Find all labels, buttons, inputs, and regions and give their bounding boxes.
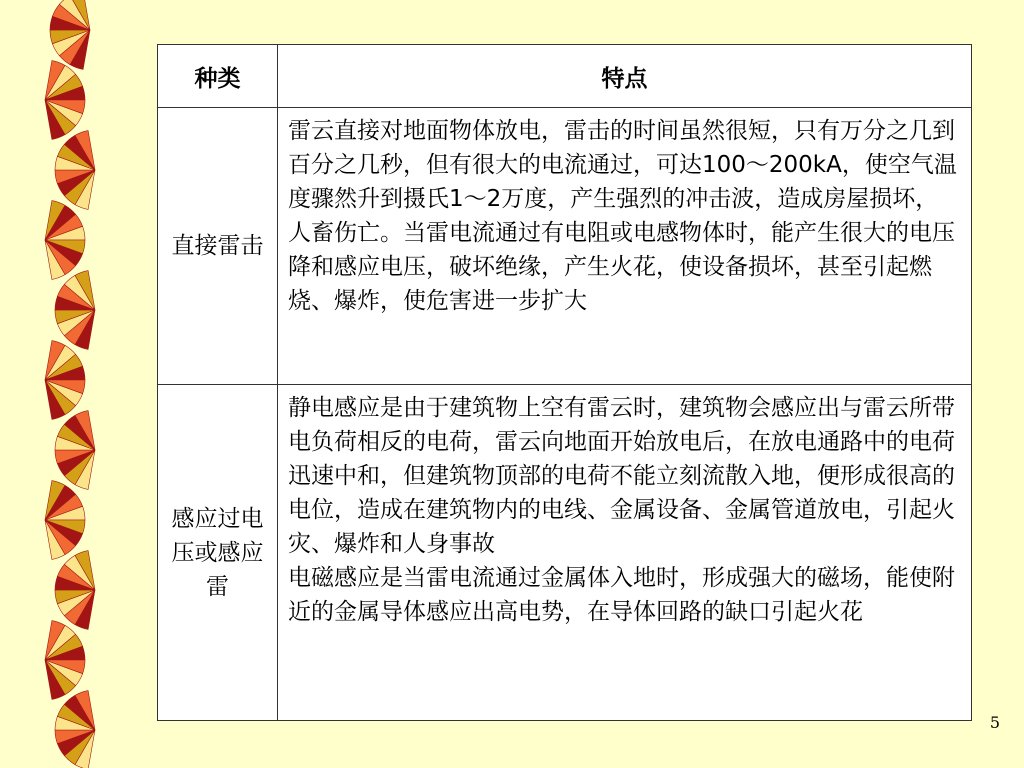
fan-ornament — [55, 691, 95, 768]
row-type-direct-strike: 直接雷击 — [158, 108, 278, 385]
fan-ornament — [55, 271, 95, 350]
feature-paragraph-electromagnetic: 电磁感应是当雷电流通过金属体入地时，形成强大的磁场，能使附近的金属导体感应出高电势，在导体回路的缺口引起火花 — [288, 565, 955, 625]
fan-ornament — [45, 481, 85, 560]
header-features: 特点 — [278, 45, 972, 108]
fan-ornament — [45, 201, 85, 280]
fan-ornament — [55, 551, 95, 630]
table-row — [158, 385, 972, 721]
feature-paragraph: 雷云直接对地面物体放电，雷击的时间虽然很短，只有万分之几到百分之几秒，但有很大的电流通过，可达100～200kA，使空气温度骤然升到摄氏1～2万度，产生强烈的冲击波，造成房屋损坏，人畜伤亡。当雷电流通过有电阻或电感物体时，能产生很大的电压降和感应电压，破坏绝缘，产生火花，使设备损坏，甚至引起燃烧、爆炸，使危害进一步扩大 — [288, 118, 957, 314]
fan-ornament — [50, 0, 90, 69]
fan-ornament — [55, 411, 95, 490]
table-header-row — [158, 45, 972, 108]
row-features-direct-strike — [278, 108, 972, 385]
fan-ornament — [45, 341, 85, 420]
fan-border-decoration — [0, 0, 140, 768]
feature-paragraph-electrostatic: 静电感应是由于建筑物上空有雷云时，建筑物会感应出与雷云所带电负荷相反的电荷，雷云向地面开始放电后，在放电通路中的电荷迅速中和，但建筑物顶部的电荷不能立刻流散入地，便形成很高的电位，造成在建筑物内的电线、金属设备、金属管道放电，引起火灾、爆炸和人身事故 — [288, 395, 955, 557]
fan-ornament — [45, 61, 85, 140]
header-type: 种类 — [158, 45, 278, 108]
fan-ornament — [55, 131, 95, 210]
fan-ornament — [45, 621, 85, 700]
page-number: 5 — [989, 713, 1000, 732]
row-type-induced-lightning: 感应过电压或感应雷 — [158, 385, 278, 721]
lightning-types-table — [157, 44, 972, 721]
row-features-induced-lightning — [278, 385, 972, 721]
table-row — [158, 108, 972, 385]
